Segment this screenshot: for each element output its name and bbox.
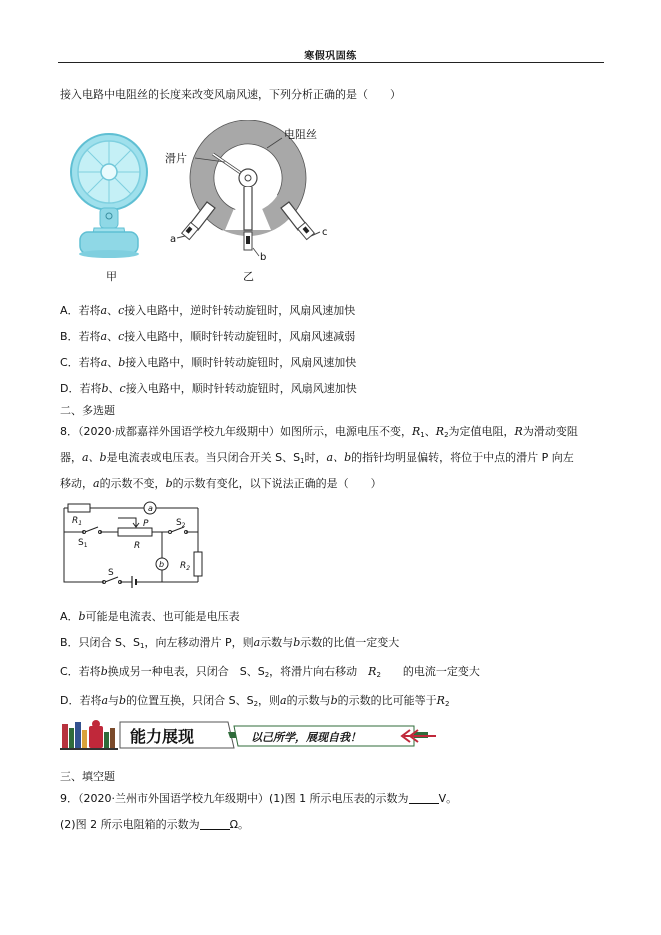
fig-jia-caption: 甲 [106, 270, 117, 283]
label-b: b [260, 252, 267, 263]
ability-banner [58, 718, 442, 752]
books-icon [60, 720, 118, 750]
banner-title: 能力展现 [130, 727, 195, 746]
q8-option-a: A．b可能是电流表、也可能是电压表 [60, 610, 240, 623]
label-r1: $R_1$ [72, 516, 83, 527]
label-r2: $R_2$ [180, 561, 191, 572]
label-s2: $S_2$ [176, 518, 186, 529]
switch-s1 [85, 527, 98, 532]
q8-stem-line3: 移动，a的示数不变，b的示数有变化，以下说法正确的是（ ） [60, 477, 382, 490]
label-c: c [322, 227, 328, 238]
q9-answer-blank-1[interactable] [409, 793, 439, 804]
label-a: a [170, 234, 177, 245]
q7-stem: 接入电路中电阻丝的长度来改变风扇风速，下列分析正确的是（ ） [60, 88, 401, 101]
label-meter-b: b [159, 560, 165, 569]
label-slider: 滑片 [165, 152, 187, 165]
q7-option-c: C．若将a、b接入电路中，顺时针转动旋钮时，风扇风速加快 [60, 356, 357, 369]
q8-option-d: D．若将a与b的位置互换，只闭合 S、$S_2$，则a的示数与b的示数的比可能等于$R_2$ [60, 694, 450, 708]
label-rheostat: R [134, 541, 141, 551]
rheostat-r [118, 528, 152, 536]
banner-slogan: 以己所学，展现自我！ [251, 731, 361, 744]
fan-figure [60, 128, 160, 288]
q9-answer-blank-2[interactable] [200, 819, 230, 830]
section-2-title: 二、多选题 [60, 404, 115, 417]
q7-option-a: A．若将a、c接入电路中，逆时针转动旋钮时，风扇风速加快 [60, 304, 356, 317]
page-header-title: 寒假巩固练 [304, 51, 357, 62]
q9-line2: (2)图 2 所示电阻箱的示数为 Ω。 [60, 818, 249, 831]
q9-line1: 9．（2020·兰州市外国语学校九年级期中）(1)图 1 所示电压表的示数为 V。 [60, 792, 458, 805]
section-3-title: 三、填空题 [60, 770, 115, 783]
label-resistance-wire: 电阻丝 [284, 128, 317, 141]
q8-option-b: B．只闭合 S、$S_1$，向左移动滑片 P，则a示数与b示数的比值一定变大 [60, 636, 400, 650]
resistor-r1 [68, 504, 90, 512]
circuit-diagram [58, 498, 208, 594]
rheostat-figure [165, 120, 365, 290]
resistor-r2 [194, 552, 202, 576]
q8-option-c: C．若将b换成另一种电表，只闭合 S、$S_2$，将滑片向右移动 $R_2$ 的电流一定变大 [60, 665, 480, 679]
q7-option-d: D．若将b、c接入电路中，顺时针转动旋钮时，风扇风速加快 [60, 382, 357, 395]
label-s1: $S_1$ [78, 538, 88, 549]
arrow-left-icon [402, 730, 436, 742]
q7-option-b: B．若将a、c接入电路中，顺时针转动旋钮时，风扇风速减弱 [60, 330, 356, 343]
label-s: S [108, 568, 114, 578]
fan-image [71, 134, 147, 258]
q8-stem-line2: 器，a、b是电流表或电压表。当只闭合开关 S、$S_1$时，a、b的指针均明显偏转，将位于中点的滑片 P 向左 [60, 451, 574, 465]
header-rule [58, 62, 604, 63]
q8-stem-line1: 8．（2020·成都嘉祥外国语学校九年级期中）如图所示，电源电压不变，$R_1$、$R_2$为定值电阻，R为滑动变阻 [60, 425, 578, 439]
fig-yi-caption: 乙 [243, 270, 254, 283]
label-p: P [143, 519, 149, 529]
label-meter-a: a [148, 504, 153, 513]
